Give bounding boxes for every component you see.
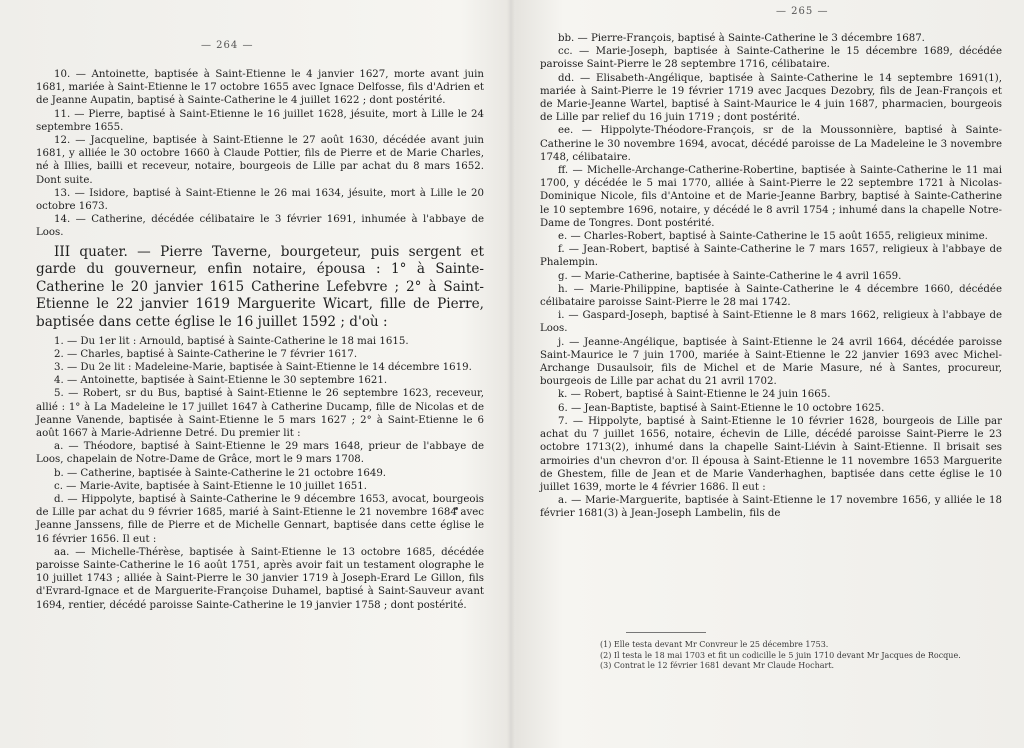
paragraph: 5. — Robert, sr du Bus, baptisé à Saint-Etienne le 26 septembre 1623, receveur, allié : 1° à La Madeleine le 17 juillet 1647 à Catherine Ducamp, fille de Nicolas et de Jeanne Vanende, baptisée à Saint-Etienne le 5 mars 1627 ; 2° à Saint-Etienne le 6 août 1667 à Marie-Adrienne Detré. Du premier lit : xyxy=(36,388,484,440)
paragraph: g. — Marie-Catherine, baptisée à Sainte-Catherine le 4 avril 1659. xyxy=(558,270,902,282)
paragraph: 3. — Du 2e lit : Madeleine-Marie, baptisée à Saint-Etienne le 14 décembre 1619. xyxy=(54,362,472,374)
page-text xyxy=(36,68,484,612)
paragraph: 4. — Antoinette, baptisée à Saint-Etienne le 30 septembre 1621. xyxy=(54,375,388,387)
paragraph: 1. — Du 1er lit : Arnould, baptisé à Sainte-Catherine le 18 mai 1615. xyxy=(54,335,409,347)
footnotes xyxy=(600,640,1002,672)
paragraph: b. — Catherine, baptisée à Sainte-Catherine le 21 octobre 1649. xyxy=(54,467,387,479)
paragraph: 12. — Jacqueline, baptisée à Saint-Etienne le 27 août 1630, décédée avant juin 1681, y alliée le 30 octobre 1660 à Claude Pottier, fils de Pierre et de Marie Charles, né à Illies, bailli et receveur, notaire, bourgeois de Lille par achat du 8 mars 1652. Dont suite. xyxy=(36,135,484,186)
paragraph: j. — Jeanne-Angélique, baptisée à Saint-Etienne le 24 avril 1664, décédée paroisse Saint-Maurice le 7 juin 1700, mariée à Saint-Etienne le 22 janvier 1693 avec Michel-Archange Dusaulsoir, fils de Michel et de Marie Masure, né à Santes, procureur, bourgeois de Lille par achat du 21 avril 1702. xyxy=(540,336,1002,388)
left-page xyxy=(36,0,484,748)
paragraph: cc. — Marie-Joseph, baptisée à Sainte-Catherine le 15 décembre 1689, décédée paroisse Saint-Pierre le 28 septembre 1716, célibataire. xyxy=(540,46,1002,71)
paragraph: dd. — Elisabeth-Angélique, baptisée à Sainte-Catherine le 14 septembre 1691(1), mariée à Saint-Pierre le 19 février 1719 avec Jacques Dezobry, fils de Jean-François et de Marie-Jeanne Wartel, baptisé à Saint-Maurice le 4 juin 1687, pharmacien, bourgeois de Lille par relief du 16 juin 1719 ; dont postérité. xyxy=(540,72,1002,124)
paragraph: 2. — Charles, baptisé à Sainte-Catherine le 7 février 1617. xyxy=(54,348,358,360)
page-number: — 265 — xyxy=(776,6,829,17)
paragraph: 14. — Catherine, décédée célibataire le 3 février 1691, inhumée à l'abbaye de Loos. xyxy=(36,214,484,239)
paragraph: 10. — Antoinette, baptisée à Saint-Etienne le 4 janvier 1627, morte avant juin 1681, mariée à Saint-Etienne le 17 octobre 1655 avec Ignace Delfosse, fils d'Adrien et de Jeanne Aupatin, baptisé à Sainte-Catherine le 4 juillet 1622 ; dont postérité. xyxy=(36,69,484,107)
paragraph: 7. — Hippolyte, baptisé à Saint-Etienne le 10 février 1628, bourgeois de Lille par achat du 7 juillet 1656, notaire, échevin de Lille, décédé paroisse Saint-Pierre le 23 octobre 1713(2), inhumé dans la chapelle Saint-Liévin à Saint-Etienne. Il brisait ses armoiries d'un chevron d'or. Il épousa à Saint-Etienne le 11 novembre 1653 Marguerite de Ghestem, fille de Jean et de Marie Vanderhaghen, baptisée dans cette église le 10 juillet 1639, morte le 4 février 1686. Il eut : xyxy=(540,415,1002,493)
footnote-rule xyxy=(626,632,706,633)
paragraph: h. — Marie-Philippine, baptisée à Sainte-Catherine le 4 décembre 1660, décédée célibataire paroisse Saint-Pierre le 28 mai 1742. xyxy=(540,283,1002,309)
paragraph: k. — Robert, baptisé à Saint-Etienne le 24 juin 1665. xyxy=(558,389,831,401)
footnote: (2) Il testa le 18 mai 1703 et fit un codicille le 5 juin 1710 devant Mr Jacques de Rocque. xyxy=(600,650,961,660)
paragraph: ee. — Hippolyte-Théodore-François, sr de la Moussonnière, baptisé à Sainte-Catherine le 30 novembre 1694, avocat, décédé paroisse de La Madeleine le 3 novembre 1748, célibataire. xyxy=(540,125,1002,163)
paragraph: i. — Gaspard-Joseph, baptisé à Saint-Etienne le 8 mars 1662, religieux à l'abbaye de Loos. xyxy=(540,310,1002,335)
paragraph: a. — Théodore, baptisé à Saint-Etienne le 29 mars 1648, prieur de l'abbaye de Loos, chapelain de Notre-Dame de Grâce, mort le 9 mars 1708. xyxy=(36,441,484,466)
paragraph: aa. — Michelle-Thérèse, baptisée à Saint-Etienne le 13 octobre 1685, décédée paroisse Sainte-Catherine le 16 août 1751, après avoir fait un testament olographe le 10 juillet 1743 ; alliée à Saint-Pierre le 30 janvier 1719 à Joseph-Erard Le Gillon, fils d'Evrard-Ignace et de Marguerite-Françoise Duhamel, baptisé à Saint-Sauveur avant 1694, rentier, décédé paroisse Sainte-Catherine le 19 janvier 1758 ; dont postérité. xyxy=(36,546,484,611)
paragraph: d. — Hippolyte, baptisé à Sainte-Catherine le 9 décembre 1653, avocat, bourgeois de Lille par achat du 9 février 1685, marié à Saint-Etienne le 21 novembre 1684 avec Jeanne Janssens, fille de Pierre et de Michelle Gennart, baptisée dans cette église le 16 février 1656. Il eut : xyxy=(36,494,484,545)
paragraph: 6. — Jean-Baptiste, baptisé à Saint-Etienne le 10 octobre 1625. xyxy=(558,402,885,414)
paragraph: 11. — Pierre, baptisé à Saint-Etienne le 16 juillet 1628, jésuite, mort à Lille le 24 septembre 1655. xyxy=(36,108,484,133)
paragraph: 13. — Isidore, baptisé à Saint-Etienne le 26 mai 1634, jésuite, mort à Lille le 20 octobre 1673. xyxy=(36,187,484,213)
section-heading-paragraph: III quater. — Pierre Taverne, bourgeteur, puis sergent et garde du gouverneur, enfin notaire, épousa : 1° à Sainte-Catherine le 20 janvier 1615 Catherine Lefebvre ; 2° à Saint-Etienne le 22 janvier 1619 Marguerite Wicart, fille de Pierre, baptisée dans cette église le 16 juillet 1592 ; d'où : xyxy=(36,243,484,331)
right-page xyxy=(540,0,1002,748)
paragraph: f. — Jean-Robert, baptisé à Sainte-Catherine le 7 mars 1657, religieux à l'abbaye de Phalempin. xyxy=(540,244,1002,269)
book-gutter xyxy=(507,0,515,748)
paragraph: e. — Charles-Robert, baptisé à Sainte-Catherine le 15 août 1655, religieux minime. xyxy=(558,231,988,243)
footnote: (3) Contrat le 12 février 1681 devant Mr Claude Hochart. xyxy=(600,661,835,671)
paragraph: ff. — Michelle-Archange-Catherine-Robertine, baptisée à Sainte-Catherine le 11 mai 1700, y décédée le 5 mai 1770, alliée à Saint-Pierre le 22 septembre 1721 à Nicolas-Dominique Nicole, fils d'Antoine et de Marie-Jeanne Barbry, baptisé à Sainte-Catherine le 10 septembre 1696, notaire, y décédé le 8 avril 1754 ; inhumé dans la chapelle Notre-Dame de Tongres. Dont postérité. xyxy=(540,165,1002,229)
page-number: — 264 — xyxy=(201,40,254,51)
paragraph: c. — Marie-Avite, baptisée à Saint-Etienne le 10 juillet 1651. xyxy=(54,480,367,492)
paragraph: bb. — Pierre-François, baptisé à Sainte-Catherine le 3 décembre 1687. xyxy=(558,33,925,44)
footnote: (1) Elle testa devant Mr Convreur le 25 décembre 1753. xyxy=(600,640,829,649)
paragraph: a. — Marie-Marguerite, baptisée à Saint-Etienne le 17 novembre 1656, y alliée le 18 février 1681(3) à Jean-Joseph Lambelin, fils de xyxy=(540,495,1002,520)
page-text xyxy=(540,32,1002,521)
